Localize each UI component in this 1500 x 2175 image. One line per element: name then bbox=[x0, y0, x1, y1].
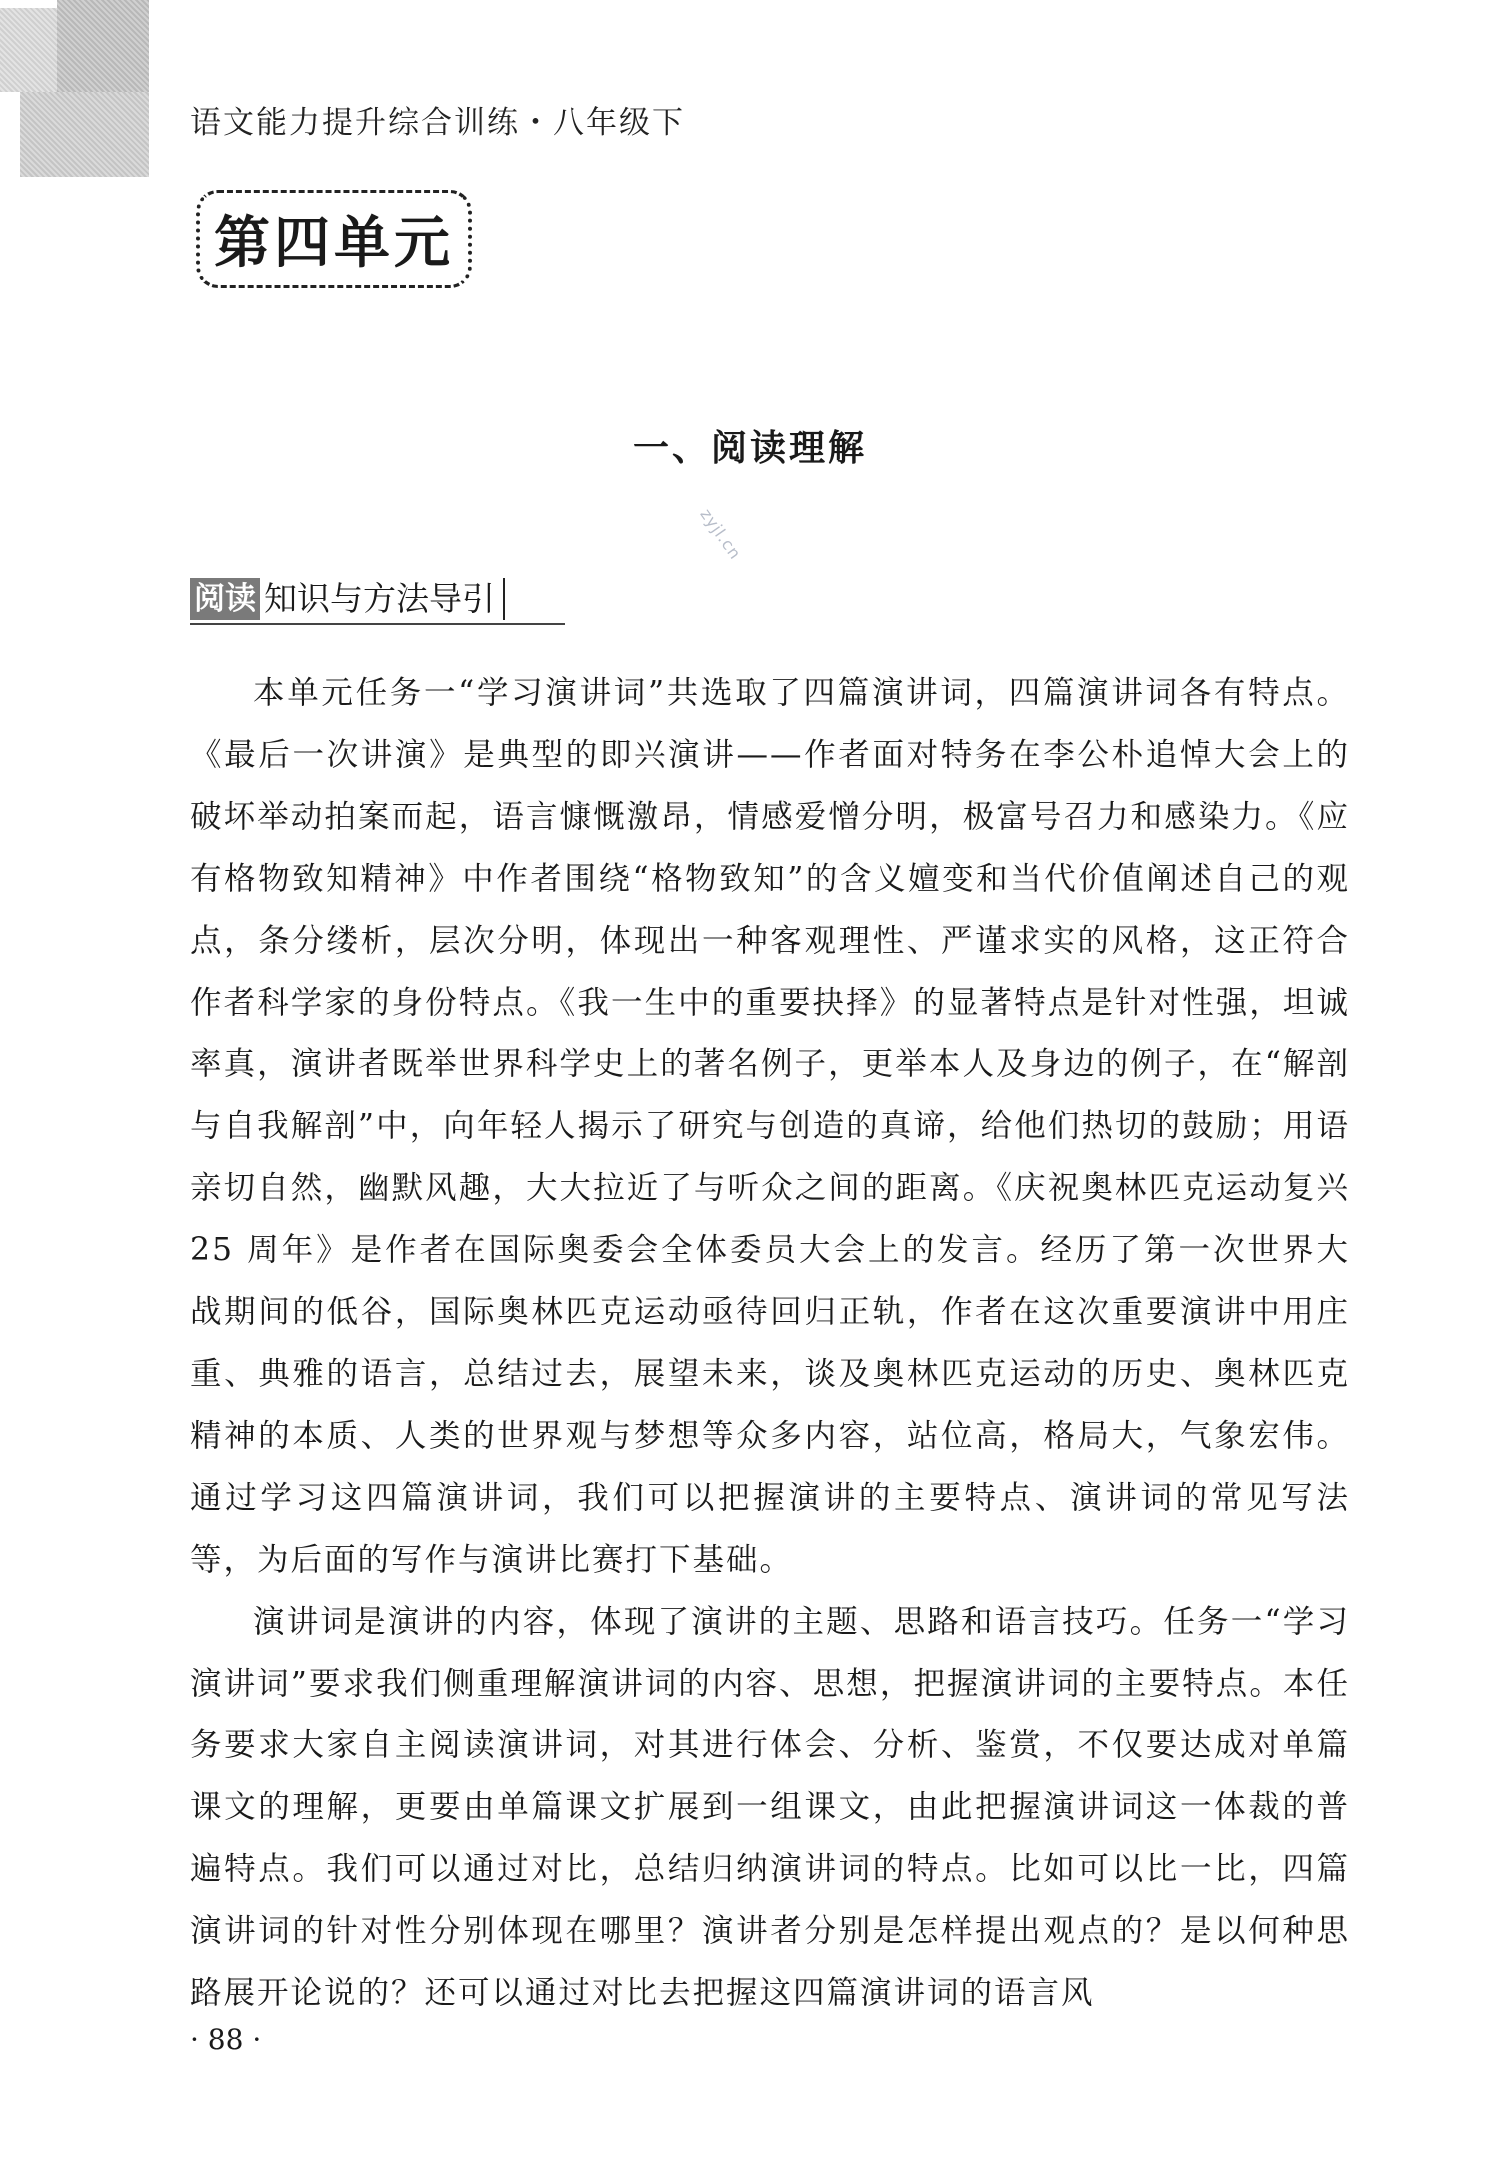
guide-underline bbox=[190, 623, 565, 625]
section-heading: 一、阅读理解 bbox=[632, 428, 867, 469]
guide-title: 知识与方法导引 bbox=[260, 578, 505, 620]
corner-decoration bbox=[20, 92, 149, 177]
unit-title: 第四单元 bbox=[196, 190, 472, 288]
guide-heading bbox=[190, 578, 505, 620]
paragraph: 本单元任务一“学习演讲词”共选取了四篇演讲词，四篇演讲词各有特点。《最后一次讲演》是典型的即兴演讲——作者面对特务在李公朴追悼大会上的破坏举动拍案而起，语言慷慨激昂，情感爱憎分明，极富号召力和感染力。《应有格物致知精神》中作者围绕“格物致知”的含义嬗变和当代价值阐述自己的观点，条分缕析，层次分明，体现出一种客观理性、严谨求实的风格，这正符合作者科学家的身份特点。《我一生中的重要抉择》的显著特点是针对性强，坦诚率真，演讲者既举世界科学史上的著名例子，更举本人及身边的例子，在“解剖与自我解剖”中，向年轻人揭示了研究与创造的真谛，给他们热切的鼓励；用语亲切自然，幽默风趣，大大拉近了与听众之间的距离。《庆祝奥林匹克运动复兴 25 周年》是作者在国际奥委会全体委员大会上的发言。经历了第一次世界大战期间的低谷，国际奥林匹克运动亟待回归正轨，作者在这次重要演讲中用庄重、典雅的语言，总结过去，展望未来，谈及奥林匹克运动的历史、奥林匹克精神的本质、人类的世界观与梦想等众多内容，站位高，格局大，气象宏伟。通过学习这四篇演讲词，我们可以把握演讲的主要特点、演讲词的常见写法等，为后面的写作与演讲比赛打下基础。 bbox=[190, 675, 1350, 1578]
body-text bbox=[190, 663, 1350, 2025]
corner-decoration bbox=[57, 0, 149, 92]
watermark: zyjl.cn bbox=[696, 505, 746, 564]
guide-tag: 阅读 bbox=[190, 578, 260, 620]
page-number: · 88 · bbox=[190, 2023, 262, 2056]
corner-decoration bbox=[0, 8, 58, 92]
paragraph: 演讲词是演讲的内容，体现了演讲的主题、思路和语言技巧。任务一“学习演讲词”要求我们侧重理解演讲词的内容、思想，把握演讲词的主要特点。本任务要求大家自主阅读演讲词，对其进行体会、分析、鉴赏，不仅要达成对单篇课文的理解，更要由单篇课文扩展到一组课文，由此把握演讲词这一体裁的普遍特点。我们可以通过对比，总结归纳演讲词的特点。比如可以比一比，四篇演讲词的针对性分别体现在哪里？演讲者分别是怎样提出观点的？是以何种思路展开论说的？还可以通过对比去把握这四篇演讲词的语言风 bbox=[190, 1603, 1350, 2012]
book-title: 语文能力提升综合训练・八年级下 bbox=[190, 105, 685, 141]
